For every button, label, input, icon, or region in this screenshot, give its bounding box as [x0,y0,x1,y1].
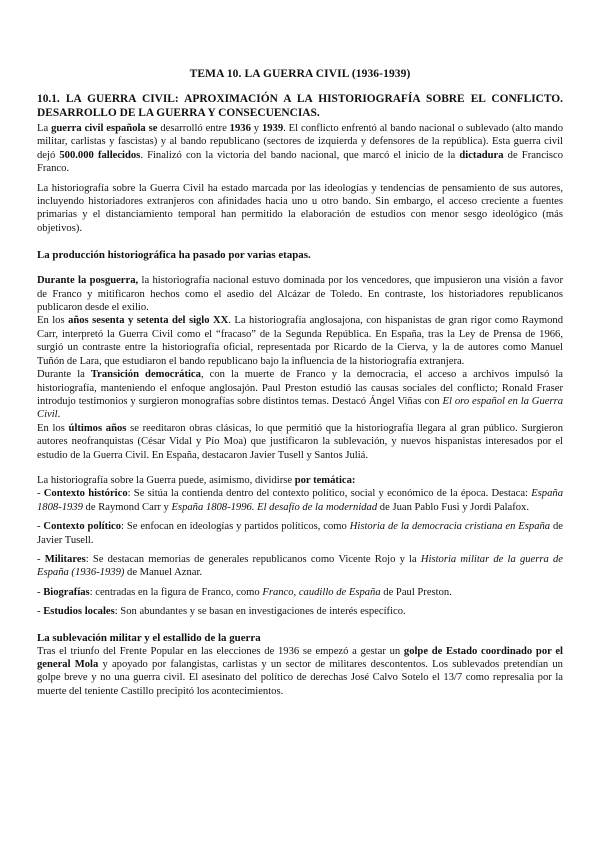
document-title: TEMA 10. LA GUERRA CIVIL (1936-1939) [189,68,411,80]
section-heading: 10.1. LA GUERRA CIVIL: APROXIMACIÓN A LA HISTORIOGRAFÍA SOBRE EL CONFLICTO. DESARROLLO DE LA GUERRA Y CONSECUENCIAS. [37,93,563,119]
sublevacion-heading: La sublevación militar y el estallido de la guerra [37,631,261,644]
thematic-contexto-historico: - Contexto histórico: Se sitúa la contienda dentro del contexto político, social y económico de la época. Destaca: España 1808-1939 de Raymond Carr y España 1808-1996. El desafío de la modernidad de Juan Pablo Fusi y Jordi Palafox. [37,488,563,513]
thematic-militares: - Militares: Se destacan memorias de generales republicanos como Vicente Rojo y la Historia militar de la guerra de España (1936-1939) de Manuel Aznar. [37,553,563,579]
sublevacion-paragraph: Tras el triunfo del Frente Popular en las elecciones de 1936 se empezó a gestar un golpe de Estado coordinado por el general Mola y apoyado por falangistas, carlistas y un sector de militares descontentos. Los sublevados pretendían un golpe breve y no una guerra civil. El asesinato del político de derechas José Calvo Sotelo el 13/7 como represalia por la muerte del teniente Castillo precipitó los acontecimientos. [37,645,563,697]
intro-paragraph-2: La historiografía sobre la Guerra Civil ha estado marcada por las ideologías y tendencias de pensamiento de sus autores, incluyendo historiadores extranjeros con afinidades hacia uno u otro bando. Sin embargo, el acceso creciente a fuentes primarias y el distanciamiento temporal han permitido la elaboración de estudios con menor sesgo ideológico (más objetivos). [37,182,563,234]
thematic-contexto-politico: - Contexto político: Se enfocan en ideologías y partidos políticos, como Historia de la democracia cristiana en España de Javier Tusell. [37,521,563,546]
posguerra-paragraph: Durante la posguerra, la historiografía nacional estuvo dominada por los vencedores, que impusieron una visión a favor de Franco y mitificaron hechos como el asedio del Alcázar de Toledo. En contraste, los historiadores republicanos publicaron desde el exilio. [37,275,563,314]
sesenta-paragraph: En los años sesenta y setenta del siglo XX. La historiografía anglosajona, con hispanistas de gran rigor como Raymond Carr, interpretó la Guerra Civil como el “fracaso” de la Segunda República. En España, tras la Ley de Prensa de 1966, surgió un contraste entre la historiografía oficial, representada por Ricardo de la Cierva, y la de autores como Manuel Tuñón de Lara, que estudiaron el bando republicano bajo la influencia de la historiografía extranjera. [37,315,563,367]
thematic-intro: La historiografía sobre la Guerra puede, asimismo, dividirse por temática: [37,474,356,486]
ultimos-paragraph: En los últimos años se reeditaron obras clásicas, lo que permitió que la historiografía llegara al gran público. Surgieron autores neofranquistas (César Vidal y Pío Moa) que justificaron la sublevación, y nuevos hispanistas interesados por el estudio de la Guerra Civil. En España, destacaron Javier Tusell y Santos Juliá. [37,422,564,461]
stages-heading: La producción historiográfica ha pasado por varias etapas. [37,249,311,262]
thematic-estudios-locales: - Estudios locales: Son abundantes y se basan en investigaciones de interés específico. [37,606,406,618]
document-page [37,68,563,698]
transicion-paragraph: Durante la Transición democrática, con la muerte de Franco y la democracia, el acceso a archivos impulsó la historiografía, manteniendo el enfoque anglosajón. Paul Preston estudió las causas sociales del conflicto; Ronald Fraser introdujo testimonios y surgieron monografías sobre distintos temas. Destacó Ángel Viñas con El oro español en la Guerra Civil. [37,369,563,421]
intro-paragraph-1: La guerra civil española se desarrolló entre 1936 y 1939. El conflicto enfrentó al bando nacional o sublevado (alto mando militar, carlistas y fascistas) y al bando republicano (sectores de izquierda y defensores de la república). Esta guerra civil dejó 500.000 fallecidos. Finalizó con la victoria del bando nacional, que marcó el inicio de la dictadura de Francisco Franco. [37,123,563,175]
thematic-biografias: - Biografías: centradas en la figura de Franco, como Franco, caudillo de España de Paul Preston. [37,586,452,598]
